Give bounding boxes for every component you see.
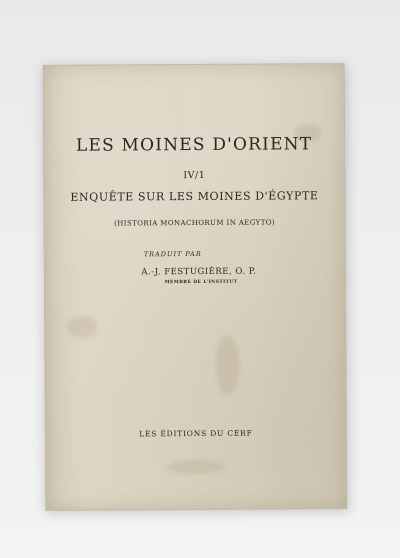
cover-stain: [166, 460, 226, 474]
latin-title: (HISTORIA MONACHORUM IN AEGYTO): [114, 218, 276, 228]
volume-number: IV/1: [183, 169, 206, 182]
publisher-name: LES ÉDITIONS DU CERF: [139, 428, 253, 439]
cover-stain: [67, 316, 97, 338]
book-subtitle: ENQUÊTE SUR LES MOINES D'ÉGYPTE: [70, 189, 319, 204]
author-title: MEMBRE DE L'INSTITUT: [164, 279, 238, 286]
book-cover: [43, 63, 348, 511]
cover-stain: [215, 335, 239, 395]
book-title: LES MOINES D'ORIENT: [75, 134, 313, 156]
author-name: A.-J. FESTUGIÈRE, O. P.: [141, 266, 257, 278]
translated-by-label: TRADUIT PAR: [143, 249, 202, 259]
